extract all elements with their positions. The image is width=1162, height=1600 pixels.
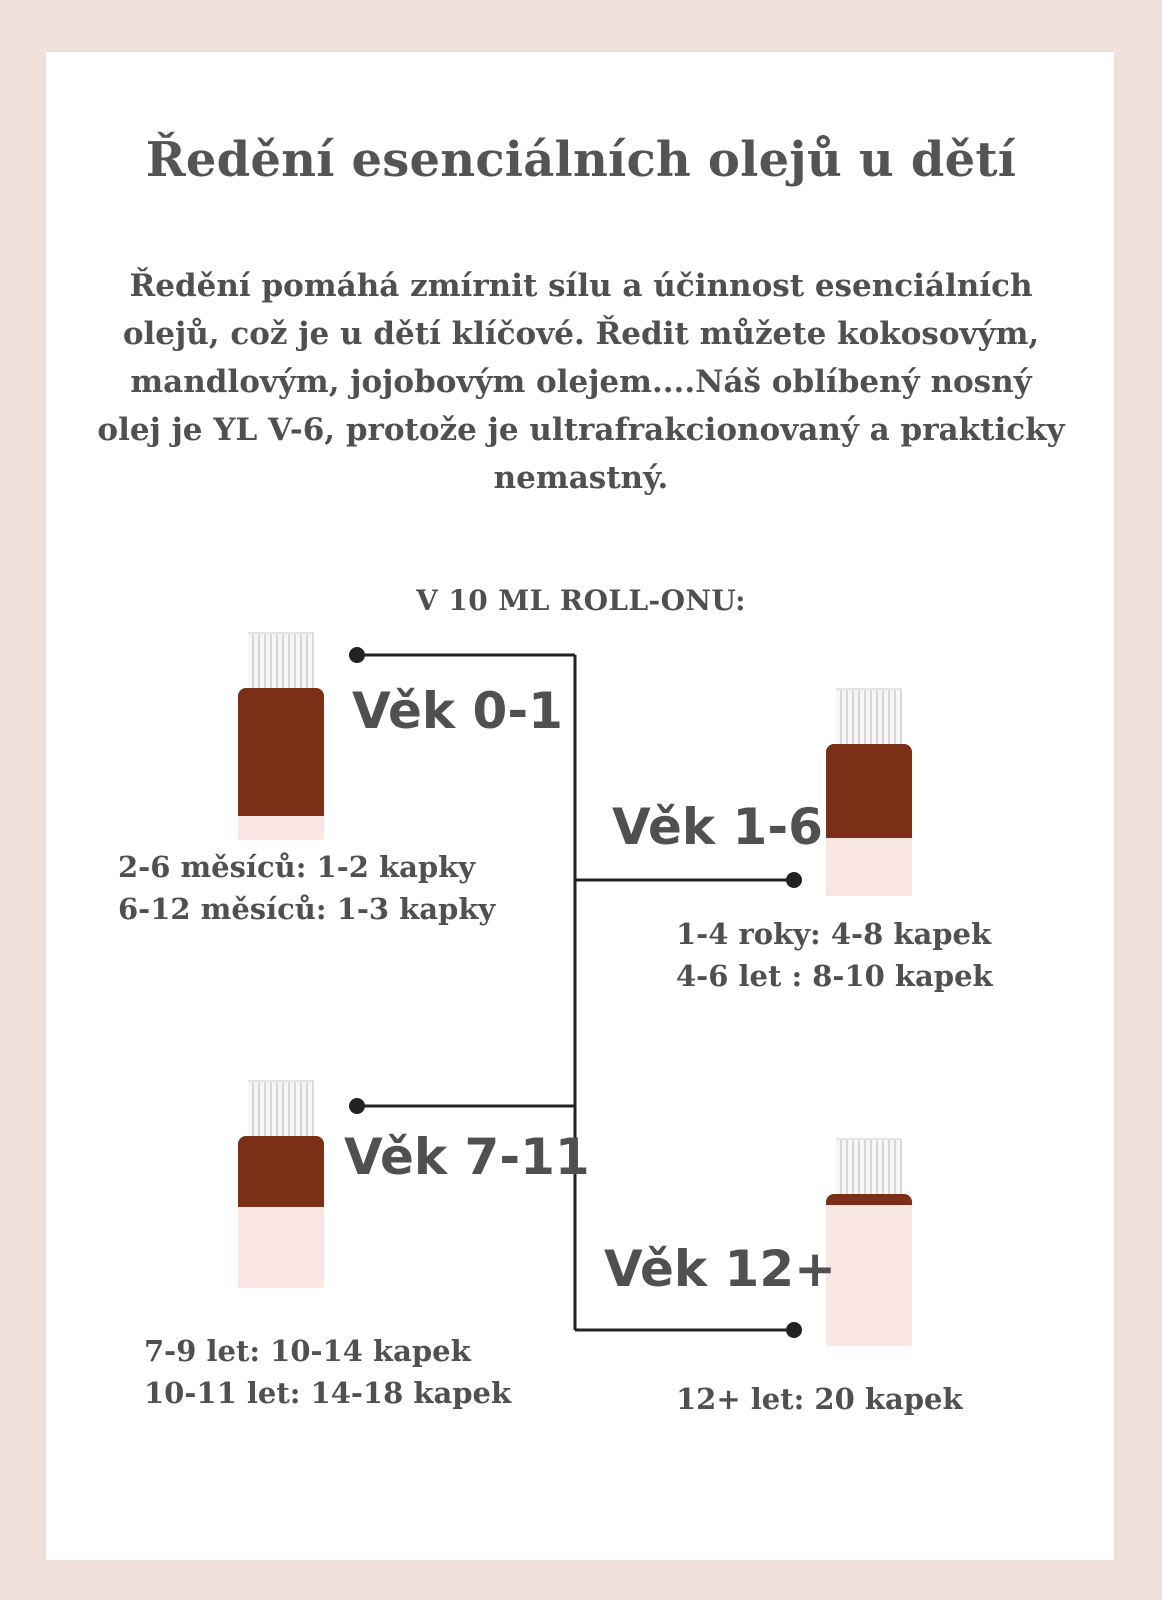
dosage-line: 10-11 let: 14-18 kapek <box>144 1376 512 1410</box>
bottle-body <box>826 744 912 896</box>
age-label-7-11: Věk 7-11 <box>344 1128 590 1186</box>
age-label-0-1: Věk 0-1 <box>352 682 563 740</box>
oil-bottle-age-1-6 <box>826 688 912 896</box>
bottle-oil-fill <box>238 688 324 816</box>
bottle-oil-fill <box>826 744 912 838</box>
bottle-oil-fill <box>238 1136 324 1207</box>
bottle-cap <box>248 632 314 690</box>
dosage-line: 2-6 měsíců: 1-2 kapky <box>118 850 476 884</box>
dosage-line: 7-9 let: 10-14 kapek <box>144 1334 471 1368</box>
connector-dot-7-11 <box>349 1098 365 1114</box>
dosage-line: 4-6 let : 8-10 kapek <box>676 959 993 993</box>
bottle-body <box>826 1194 912 1346</box>
bottle-cap <box>248 1080 314 1138</box>
intro-text: Ředění pomáhá zmírnit sílu a účinnost esenciálních olejů, což je u dětí klíčové. Ředit můžete kokosovým, mandlovým, jojobovým olejem....Náš oblíbený nosný olej je YL V-6, protože je ultrafrakcionovaný a prakticky nemastný. <box>97 268 1065 496</box>
dosage-line: 1-4 roky: 4-8 kapek <box>676 917 992 951</box>
bottle-cap <box>836 1138 902 1196</box>
age-label-1-6: Věk 1-6 <box>612 798 823 856</box>
dosage-line: 6-12 měsíců: 1-3 kapky <box>118 892 496 926</box>
connector-dot-0-1 <box>349 647 365 663</box>
oil-bottle-age-7-11 <box>238 1080 324 1288</box>
age-details-7-11 <box>144 1330 512 1414</box>
oil-bottle-age-0-1 <box>238 632 324 840</box>
bottle-body <box>238 688 324 840</box>
age-details-12-plus <box>676 1378 963 1420</box>
connector-dot-12-plus <box>786 1322 802 1338</box>
rollon-heading: V 10 ML ROLL-ONU: <box>416 584 746 617</box>
oil-bottle-age-12-plus <box>826 1138 912 1346</box>
age-label-12-plus: Věk 12+ <box>604 1240 837 1298</box>
bottle-cap <box>836 688 902 746</box>
dosage-line: 12+ let: 20 kapek <box>676 1382 963 1416</box>
bottle-body <box>238 1136 324 1288</box>
age-details-1-6 <box>676 913 993 997</box>
age-details-0-1 <box>118 846 496 930</box>
page-title: Ředění esenciálních olejů u dětí <box>145 132 1017 188</box>
bottle-oil-fill <box>826 1194 912 1205</box>
connector-dot-1-6 <box>786 872 802 888</box>
